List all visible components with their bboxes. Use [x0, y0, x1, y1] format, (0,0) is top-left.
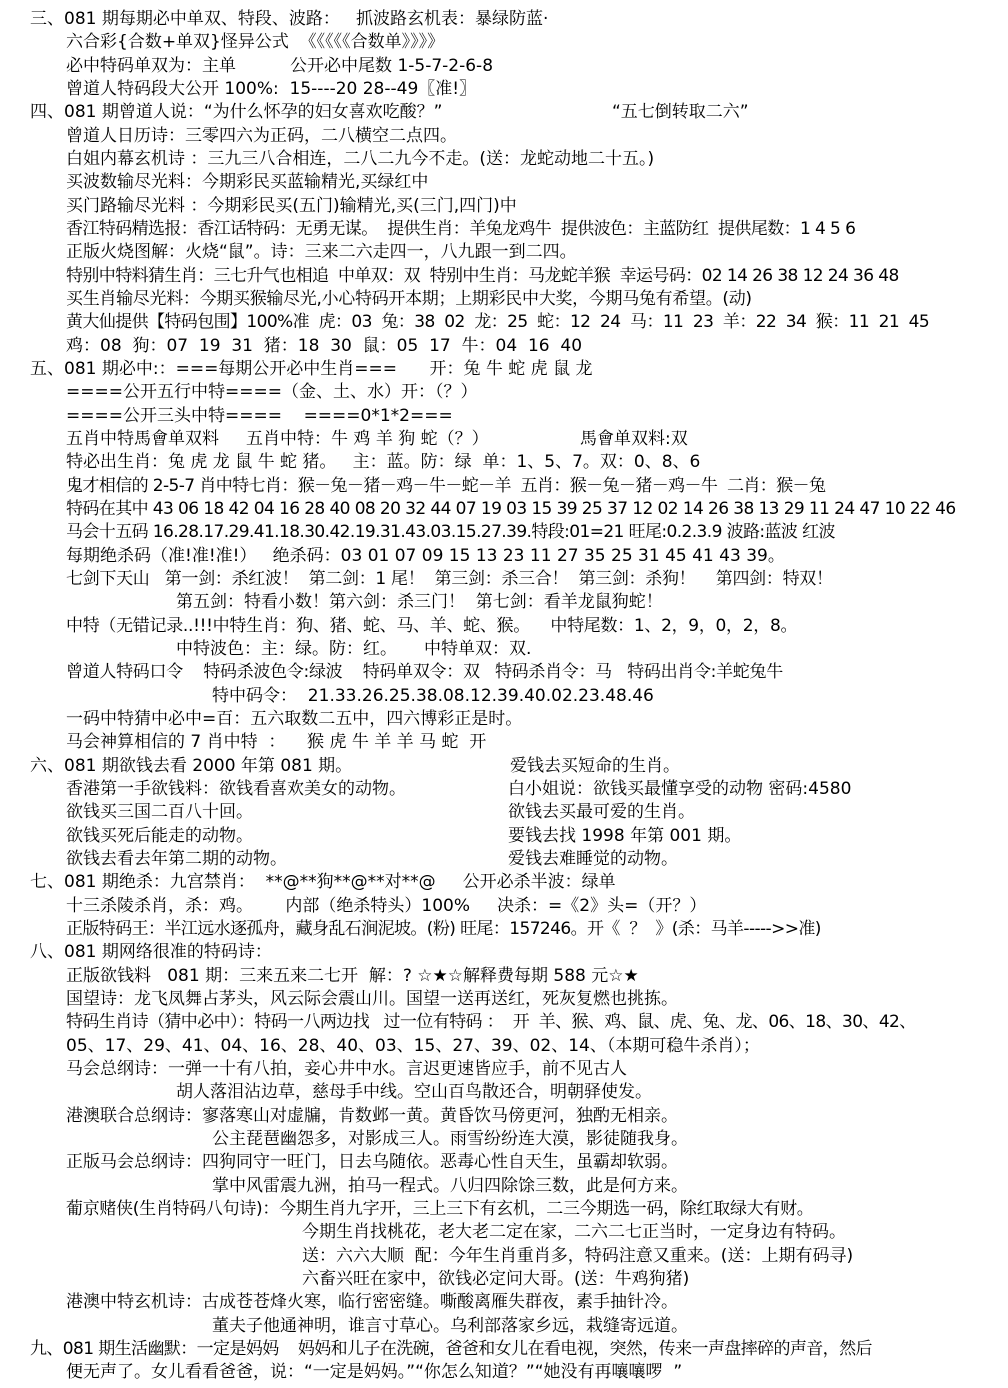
- text-line: 买波数输尽光料：今期彩民买蓝输精光,买绿红中: [66, 172, 429, 192]
- text-line: 正版火烧图解：火烧“鼠”。诗：三来二六走四一，八九跟一到二四。: [66, 242, 577, 262]
- text-line: 欲钱去买最可爱的生肖。: [508, 802, 695, 822]
- text-line: 欲钱买三国二百八十回。: [66, 802, 253, 822]
- section-7-header: 七、081 期绝杀：九宫禁肖： **@**狗**@**对**@ 公开必杀半波：绿单: [30, 872, 616, 892]
- text-line: 中特波色：主：绿。防：红。 中特单双：双.: [176, 639, 532, 659]
- text-line: 爱钱去难睡觉的动物。: [508, 849, 678, 869]
- text-line: 正版特码王：半江远水逐孤舟，藏身乱石涧泥坡。(粉) 旺尾：157246。开《 ？ 》(杀：马羊----->>准): [66, 919, 821, 939]
- text-line: 今期生肖找桃花，老大老二定在家，二六二七正当时，一定身边有特码。: [302, 1222, 846, 1242]
- text-line: 特必出生肖：兔 虎 龙 鼠 牛 蛇 猪。 主：蓝。防：绿 单：1、5、7。双：0、8、6: [66, 452, 701, 472]
- section-5-header: 五、081 期必中:：===每期公开必中生肖=== 开：兔 牛 蛇 虎 鼠 龙: [30, 359, 593, 379]
- text-line: 正版马会总纲诗：四狗同守一旺门，日去乌随依。恶毒心性自天生，虽霸却软弱。: [66, 1152, 678, 1172]
- section-9-header: 九、081 期生活幽默：一定是妈妈 妈妈和儿子在洗碗，爸爸和女儿在看电视，突然，传来一声盘摔碎的声音，然后: [30, 1339, 872, 1359]
- text-line: 董夫子他通神明，谁言寸草心。乌利部落家乡远，栽缝寄远道。: [212, 1316, 688, 1336]
- text-line: 六合彩{合数+单双}怪异公式 《《《《《合数单》》》》: [66, 32, 445, 52]
- text-line: ====公开五行中特====（金、土、水）开：（？）: [66, 382, 478, 402]
- text-line: 马会十五码 16.28.17.29.41.18.30.42.19.31.43.03.15.27.39.特段:01=21 旺尾:0.2.3.9 波路:蓝波 红波: [66, 522, 835, 542]
- text-line: 七剑下天山 第一剑：杀红波！ 第二剑：1 尾！ 第三剑：杀三合！ 第三剑：杀狗！ 第四剑：特双！: [66, 569, 833, 589]
- text-line: “五七倒转取二六”: [612, 102, 749, 122]
- section-8-header: 八、081 期网络很准的特码诗：: [30, 942, 272, 962]
- text-line: 香港第一手欲钱料：欲钱看喜欢美女的动物。: [66, 779, 406, 799]
- text-line: 五肖中特馬會单双料 五肖中特：牛 鸡 羊 狗 蛇（？）: [66, 429, 489, 449]
- text-line: 第五剑：特看小数！第六剑：杀三门！ 第七剑：看羊龙鼠狗蛇！: [176, 592, 663, 612]
- text-line: 买生肖输尽光料：今期买猴输尽光,小心特码开本期；上期彩民中大奖，今期马兔有希望。(动): [66, 289, 752, 309]
- text-line: 特别中特料猜生肖：三七升气也相追 中单双：双 特别中生肖：马龙蛇羊猴 幸运号码：02 14 26 38 12 24 36 48: [66, 266, 899, 286]
- text-line: 05、17、29、41、04、16、28、40、03、15、27、39、02、14、（本期可稳牛杀肖）；: [66, 1036, 760, 1056]
- text-line: 正版欲钱料 081 期：三来五来二七开 解：? ☆★☆解释费每期 588 元☆★: [66, 966, 639, 986]
- text-line: 馬會单双料:双: [580, 429, 688, 449]
- text-line: 港澳中特玄机诗：古成苍苍烽火寒，临行密密缝。嘶酸离雁失群夜，素手抽针冷。: [66, 1292, 678, 1312]
- text-line: 特中码令： 21.33.26.25.38.08.12.39.40.02.23.48.46: [212, 686, 654, 706]
- text-line: 欲钱去看去年第二期的动物。: [66, 849, 287, 869]
- text-line: 港澳联合总纲诗：寥落寒山对虚牖，肯数邺一黄。黄昏饮马傍更河，独酌无相亲。: [66, 1106, 678, 1126]
- text-line: 便无声了。女儿看看爸爸，说：“一定是妈妈。”“你怎么知道？”“她没有再嚷嚷啰 ”: [66, 1362, 683, 1382]
- text-line: 马会总纲诗：一弹一十有八拍，妾心井中水。言迟更速皆应手，前不见古人: [66, 1059, 627, 1079]
- section-6-header: 六、081 期欲钱去看 2000 年第 081 期。: [30, 756, 353, 776]
- text-line: 胡人落泪沾边草，慈母手中线。空山百鸟散还合，明朝驿使发。: [176, 1082, 652, 1102]
- text-line: 每期绝杀码（准!准!准!） 绝杀码：03 01 07 09 15 13 23 11 27 35 25 31 45 41 43 39。: [66, 546, 785, 566]
- section-4-header: 四、081 期曾道人说：“为什么怀孕的妇女喜欢吃酸？”: [30, 102, 443, 122]
- text-line: 国望诗：龙飞凤舞占茅头，风云际会震山川。国望一送再送红，死灰复燃也挑拣。: [66, 989, 678, 1009]
- text-line: 买门路输尽光料 ：今期彩民买(五门)输精光,买(三门,四门)中: [66, 196, 517, 216]
- text-line: 香江特码精选报：香江话特码：无勇无谋。 提供生肖：羊兔龙鸡牛 提供波色：主蓝防红 提供尾数：1 4 5 6: [66, 219, 856, 239]
- section-3-header: 三、081 期每期必中单双、特段、波路： 抓波路玄机表：暴绿防蓝·: [30, 9, 549, 29]
- text-line: 鸡：08 狗：07 19 31 猪：18 30 鼠：05 17 牛：04 16 40: [66, 336, 583, 356]
- text-line: 马会神算相信的 7 肖中特 ： 猴 虎 牛 羊 羊 马 蛇 开: [66, 732, 487, 752]
- text-line: 必中特码单双为：主单 公开必中尾数 1-5-7-2-6-8: [66, 56, 494, 76]
- text-line: 特码生肖诗（猜中必中）：特码一八两边找 过一位有特码 ： 开 羊、猴、鸡、鼠、虎、兔、龙、06、18、30、42、: [66, 1012, 916, 1032]
- text-line: 公主琵琶幽怨多，对影成三人。雨雪纷纷连大漠，影徒随我身。: [212, 1129, 688, 1149]
- text-line: ====公开三头中特==== ====0*1*2===: [66, 406, 453, 426]
- text-line: 要钱去找 1998 年第 001 期。: [508, 826, 742, 846]
- text-line: 一码中特猜中必中=百：五六取数二五中，四六博彩正是时。: [66, 709, 523, 729]
- text-line: 黄大仙提供【特码包围】100%准 虎：03 兔：38 02 龙：25 蛇：12 24 马：11 23 羊：22 34 猴：11 21 45: [66, 312, 930, 332]
- text-line: 葡京赌侠(生肖特码八句诗)：今期生肖九字开，三上三下有玄机，二三今期选一码，除红取绿大有财。: [66, 1199, 814, 1219]
- text-line: 十三杀陵杀肖，杀：鸡。 内部（绝杀特头）100% 决杀：=《2》头=（开？）: [66, 896, 707, 916]
- text-line: 曾道人特码口令 特码杀波色令:绿波 特码单双令：双 特码杀肖令：马 特码出肖令:羊蛇兔牛: [66, 662, 783, 682]
- text-line: 中特（无错记录..!!!中特生肖：狗、猪、蛇、马、羊、蛇、猴。 中特尾数：1、2，9，0，2，8。: [66, 616, 798, 636]
- text-line: 曾道人日历诗：三零四六为正码，二八横空二点四。: [66, 126, 457, 146]
- text-line: 特码在其中 43 06 18 42 04 16 28 40 08 20 32 44 07 19 03 15 39 25 37 12 02 14 26 38 13 29 11 24 47 10 22 46: [66, 499, 956, 519]
- text-line: 掌中风雷震九洲，拍马一程式。八归四除馀三数，此是何方来。: [212, 1176, 688, 1196]
- text-line: 欲钱买死后能走的动物。: [66, 826, 253, 846]
- text-line: 送：六六大顺 配：今年生肖重肖多，特码注意又重来。(送：上期有码寻): [302, 1246, 854, 1266]
- text-line: 鬼才相信的 2-5-7 肖中特七肖：猴－兔－猪－鸡－牛－蛇－羊 五肖：猴－兔－猪－鸡－牛 二肖：猴－兔: [66, 476, 826, 496]
- text-line: 爱钱去买短命的生肖。: [510, 756, 680, 776]
- text-line: 六畜兴旺在家中，欲钱必定问大哥。(送：牛鸡狗猪): [302, 1269, 690, 1289]
- text-line: 曾道人特码段大公开 100%: 15----20 28--49〖准!〗: [66, 79, 477, 99]
- text-line: 白姐内幕玄机诗 ：三九三八合相连，二八二九今不走。(送：龙蛇动地二十五。): [66, 149, 655, 169]
- text-line: 白小姐说：欲钱买最懂享受的动物 密码:4580: [508, 779, 852, 799]
